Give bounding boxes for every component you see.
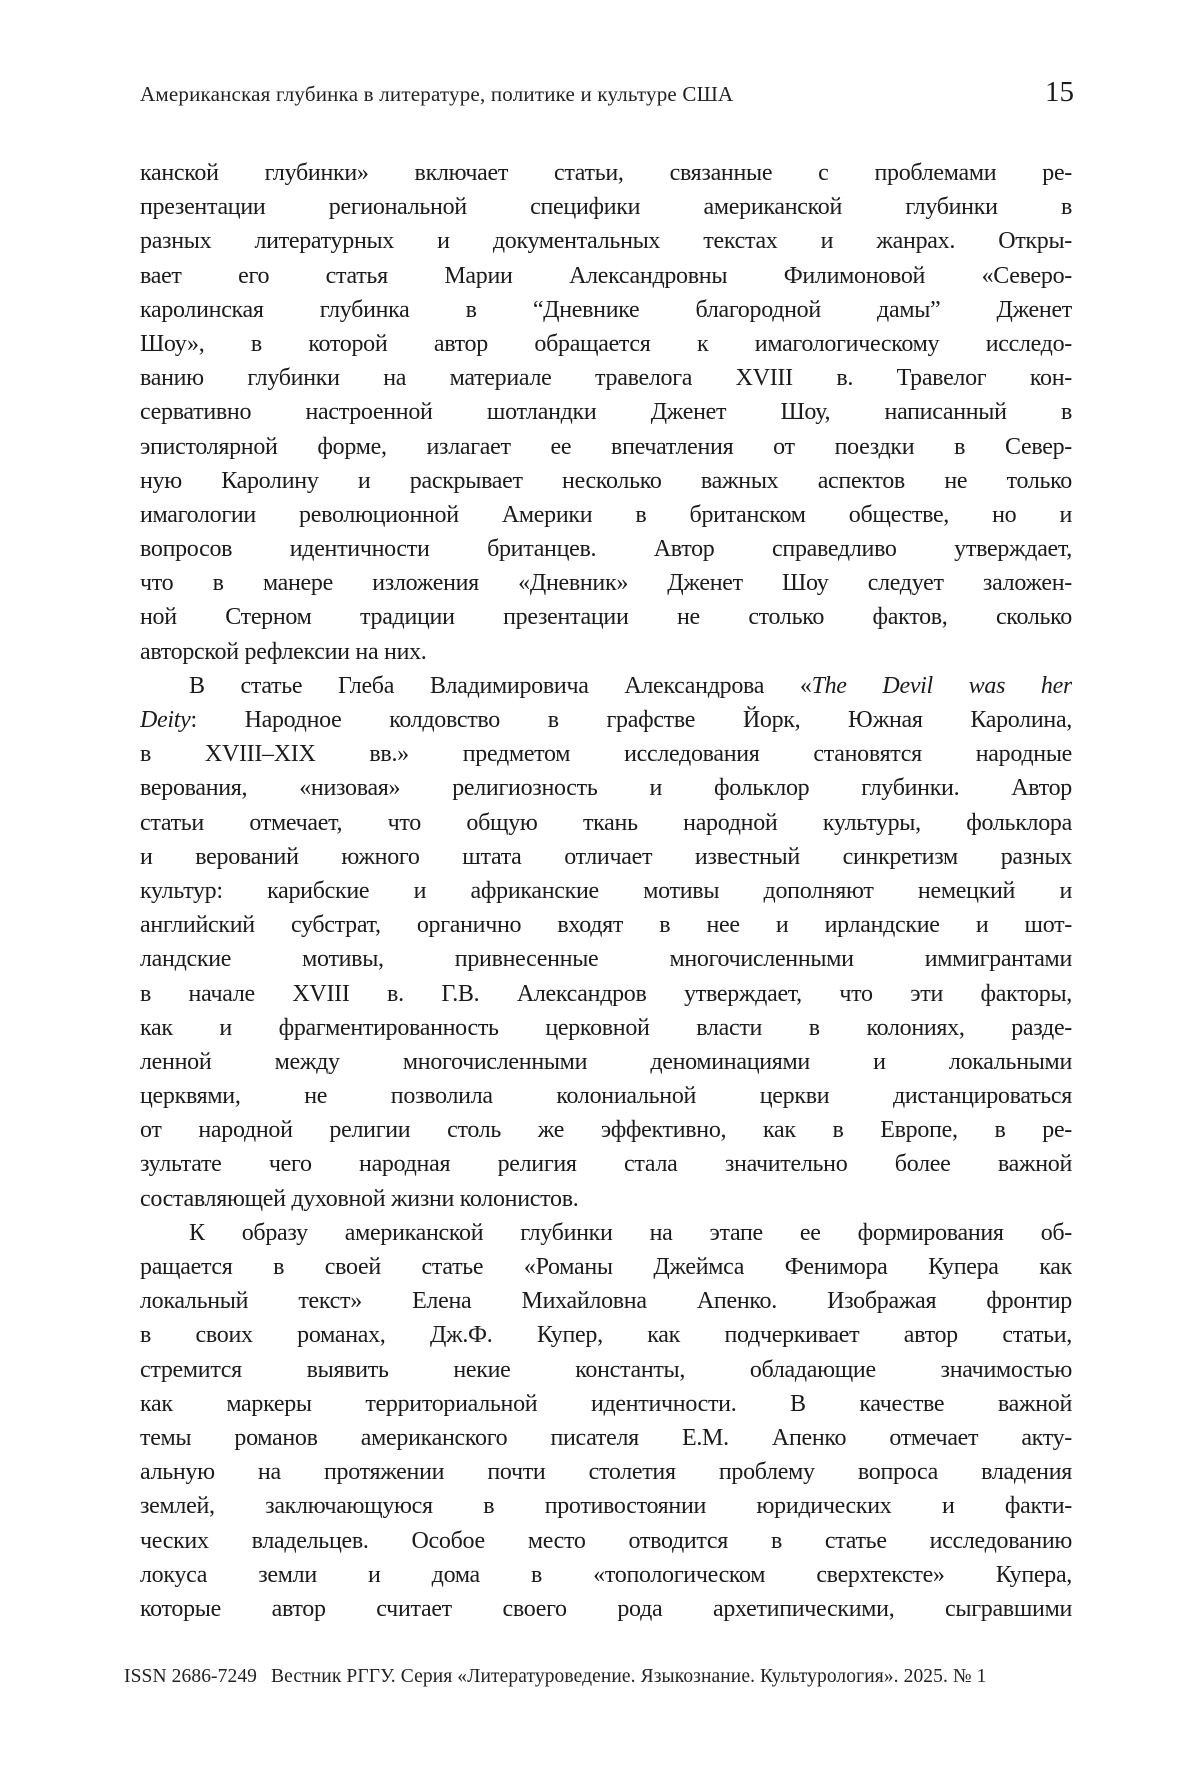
text-line: стремится выявить некие константы, обладающие значимостью <box>140 1356 1072 1383</box>
text-line: вает его статья Марии Александровны Филимоновой «Северо- <box>140 262 1072 289</box>
text-segment: : Народное колдовство в графстве Йорк, Южная Каролина, <box>190 707 1072 733</box>
text-line: ландские мотивы, привнесенные многочисленными иммигрантами <box>140 946 1072 973</box>
text-line: разных литературных и документальных текстах и жанрах. Откры- <box>140 228 1072 255</box>
text-line <box>140 703 1072 737</box>
text-line: ной Стерном традиции презентации не столько фактов, сколько <box>140 604 1072 631</box>
paragraph <box>140 1216 1072 1626</box>
text-line: вопросов идентичности британцев. Автор справедливо утверждает, <box>140 536 1072 563</box>
footer-issn: ISSN 2686-7249 <box>124 1666 258 1687</box>
text-line: статьи отмечает, что общую ткань народной культуры, фольклора <box>140 809 1072 836</box>
italic-text: Deity <box>140 707 191 733</box>
footer <box>124 1666 1082 1688</box>
text-line: Шоу», в которой автор обращается к имагологическому исследо- <box>140 330 1072 357</box>
text-line: альную на протяжении почти столетия проблему вопроса владения <box>140 1459 1072 1486</box>
paragraph <box>140 156 1072 669</box>
text-line: темы романов американского писателя Е.М. Апенко отмечает акту- <box>140 1424 1072 1451</box>
italic-text: The Devil was her <box>811 672 1072 699</box>
text-line: каролинская глубинка в “Дневнике благородной дамы” Дженет <box>140 296 1072 323</box>
text-line: как маркеры территориальной идентичности. В качестве важной <box>140 1390 1072 1417</box>
text-line: английский субстрат, органично входят в нее и ирландские и шот- <box>140 912 1072 939</box>
text-line: культур: карибские и африканские мотивы дополняют немецкий и <box>140 877 1072 904</box>
text-line: ческих владельцев. Особое место отводится в статье исследованию <box>140 1527 1072 1554</box>
text-line: имагологии революционной Америки в британском обществе, но и <box>140 501 1072 528</box>
text-line: эпистолярной форме, излагает ее впечатления от поездки в Север- <box>140 433 1072 460</box>
page-body <box>140 156 1072 1626</box>
text-line: в начале XVIII в. Г.В. Александров утверждает, что эти факторы, <box>140 980 1072 1007</box>
text-line: канской глубинки» включает статьи, связанные с проблемами ре- <box>140 160 1072 186</box>
text-line: зультате чего народная религия стала значительно более важной <box>140 1151 1072 1178</box>
text-line: локуса земли и дома в «топологическом сверхтексте» Купера, <box>140 1561 1072 1588</box>
text-line: составляющей духовной жизни колонистов. <box>140 1185 579 1212</box>
text-line: К образу американской глубинки на этапе ее формирования об- <box>189 1219 1072 1246</box>
text-line: от народной религии столь же эффективно, как в Европе, в ре- <box>140 1117 1072 1144</box>
text-line: в XVIII–XIX вв.» предметом исследования становятся народные <box>140 741 1072 768</box>
text-line: верования, «низовая» религиозность и фольклор глубинки. Автор <box>140 775 1072 802</box>
text-line: авторской рефлексии на них. <box>140 638 427 665</box>
running-head <box>140 76 1074 109</box>
text-line: как и фрагментированность церковной власти в колониях, разде- <box>140 1014 1072 1041</box>
footer-journal-line: Вестник РГГУ. Серия «Литературоведение. Языкознание. Культурология». 2025. № 1 <box>271 1666 987 1687</box>
text-line: которые автор считает своего рода архетипическими, сыгравшими <box>140 1595 1072 1622</box>
page-number: 15 <box>1045 76 1074 108</box>
text-line: ванию глубинки на материале травелога XVIII в. Травелог кон- <box>140 365 1072 392</box>
text-line: сервативно настроенной шотландки Дженет Шоу, написанный в <box>140 399 1072 426</box>
text-line: что в манере изложения «Дневник» Дженет Шоу следует заложен- <box>140 570 1072 597</box>
text-line: в своих романах, Дж.Ф. Купер, как подчеркивает автор статьи, <box>140 1322 1072 1349</box>
running-title: Американская глубинка в литературе, политике и культуре США <box>140 82 734 106</box>
text-line: и верований южного штата отличает известный синкретизм разных <box>140 843 1072 870</box>
text-line: ращается в своей статье «Романы Джеймса Фенимора Купера как <box>140 1254 1072 1280</box>
text-line: ленной между многочисленными деноминациями и локальными <box>140 1048 1072 1075</box>
text-line: презентации региональной специфики американской глубинки в <box>140 194 1072 221</box>
text-line: землей, заключающуюся в противостоянии юридических и факти- <box>140 1493 1072 1520</box>
text-line: локальный текст» Елена Михайловна Апенко. Изображая фронтир <box>140 1288 1072 1315</box>
text-segment: В статье Глеба Владимировича Александрова « <box>189 672 812 699</box>
text-line <box>140 669 1072 703</box>
text-line: ную Каролину и раскрывает несколько важных аспектов не только <box>140 467 1072 494</box>
text-line: церквями, не позволила колониальной церкви дистанцироваться <box>140 1083 1072 1110</box>
paragraph <box>140 669 1072 1216</box>
